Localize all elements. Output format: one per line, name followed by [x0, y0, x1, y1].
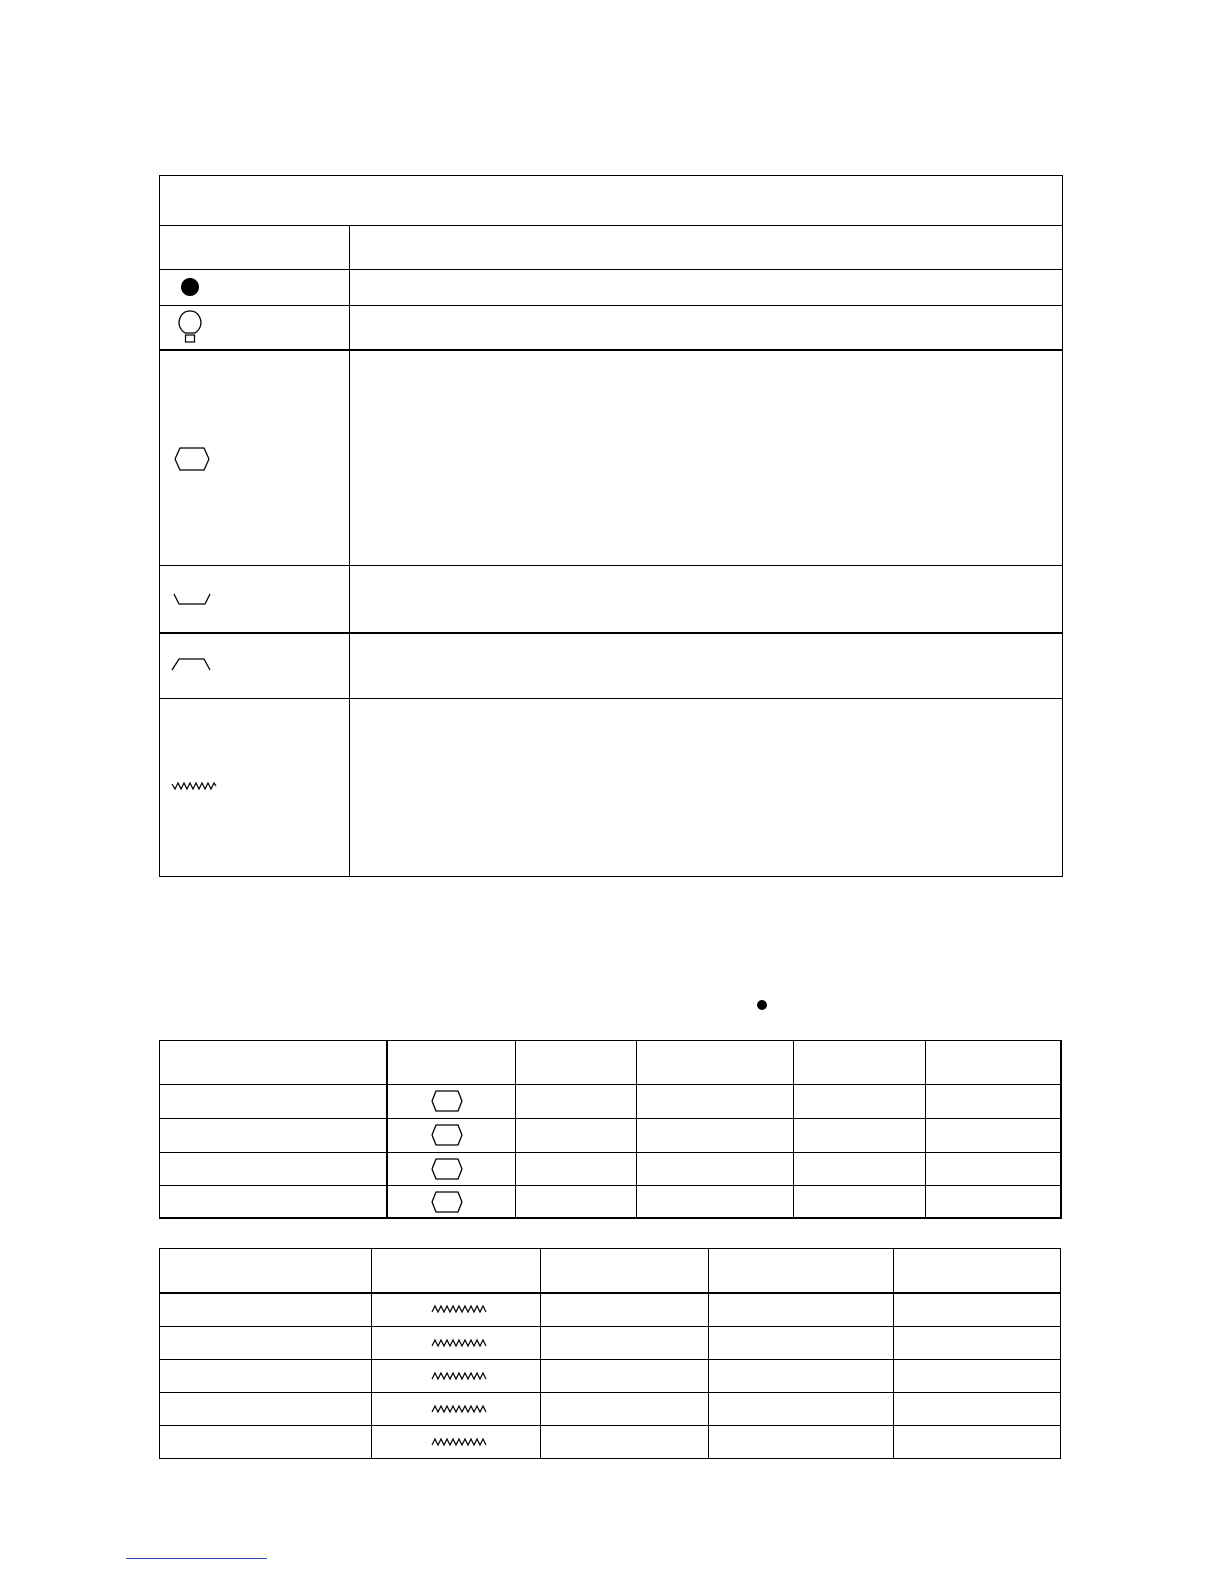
table-three-column-line [540, 1248, 541, 1459]
on-signal-icon [170, 656, 212, 672]
legend-table-right-border [1062, 175, 1063, 877]
table-three-column-line [371, 1248, 372, 1459]
table-three-top-border [159, 1248, 1061, 1249]
off-signal-icon [172, 591, 212, 607]
hexagon-icon [431, 1123, 463, 1147]
legend-table-left-border [159, 175, 160, 877]
table-two-column-line [159, 1040, 160, 1219]
legend-title-divider [159, 225, 1063, 226]
table-two-column-line [386, 1040, 388, 1219]
wavy-signal-icon [431, 1303, 487, 1315]
table-three-row-divider [159, 1326, 1061, 1327]
table-two-column-line [636, 1040, 637, 1219]
hexagon-icon [431, 1190, 463, 1214]
table-three-column-line [1060, 1248, 1061, 1459]
legend-table-bottom-border [159, 876, 1063, 877]
wavy-signal-icon [431, 1370, 487, 1382]
table-two-column-line [515, 1040, 516, 1219]
table-three-row-divider [159, 1359, 1061, 1360]
legend-row-divider [159, 632, 1063, 634]
table-three-column-line [159, 1248, 160, 1459]
legend-table-column-divider [349, 225, 350, 876]
wavy-signal-icon [431, 1337, 487, 1349]
legend-table-top-border [159, 175, 1063, 176]
legend-header-divider [159, 269, 1063, 270]
table-two-column-line [793, 1040, 794, 1219]
table-three-column-line [708, 1248, 709, 1459]
wavy-signal-icon [431, 1403, 487, 1415]
footer-link[interactable] [126, 1558, 267, 1559]
light-bulb-icon [176, 309, 204, 345]
legend-row-divider [159, 698, 1063, 699]
legend-row-divider [159, 305, 1063, 306]
wavy-signal-icon [171, 780, 217, 792]
hexagon-icon [431, 1157, 463, 1181]
wavy-signal-icon [431, 1436, 487, 1448]
hexagon-icon [431, 1089, 463, 1113]
table-three-row-divider [159, 1392, 1061, 1393]
table-three-header-divider [159, 1292, 1061, 1294]
table-three-column-line [893, 1248, 894, 1459]
table-three-row-divider [159, 1425, 1061, 1426]
table-three-bottom-border [159, 1458, 1061, 1459]
table-two-column-line [925, 1040, 926, 1219]
flashing-hexagon-icon [174, 446, 210, 472]
legend-row-divider [159, 565, 1063, 566]
legend-row-divider [159, 349, 1063, 351]
filled-dot-icon [756, 999, 768, 1011]
table-two-column-line [1060, 1040, 1062, 1219]
filled-circle-icon [180, 277, 200, 297]
